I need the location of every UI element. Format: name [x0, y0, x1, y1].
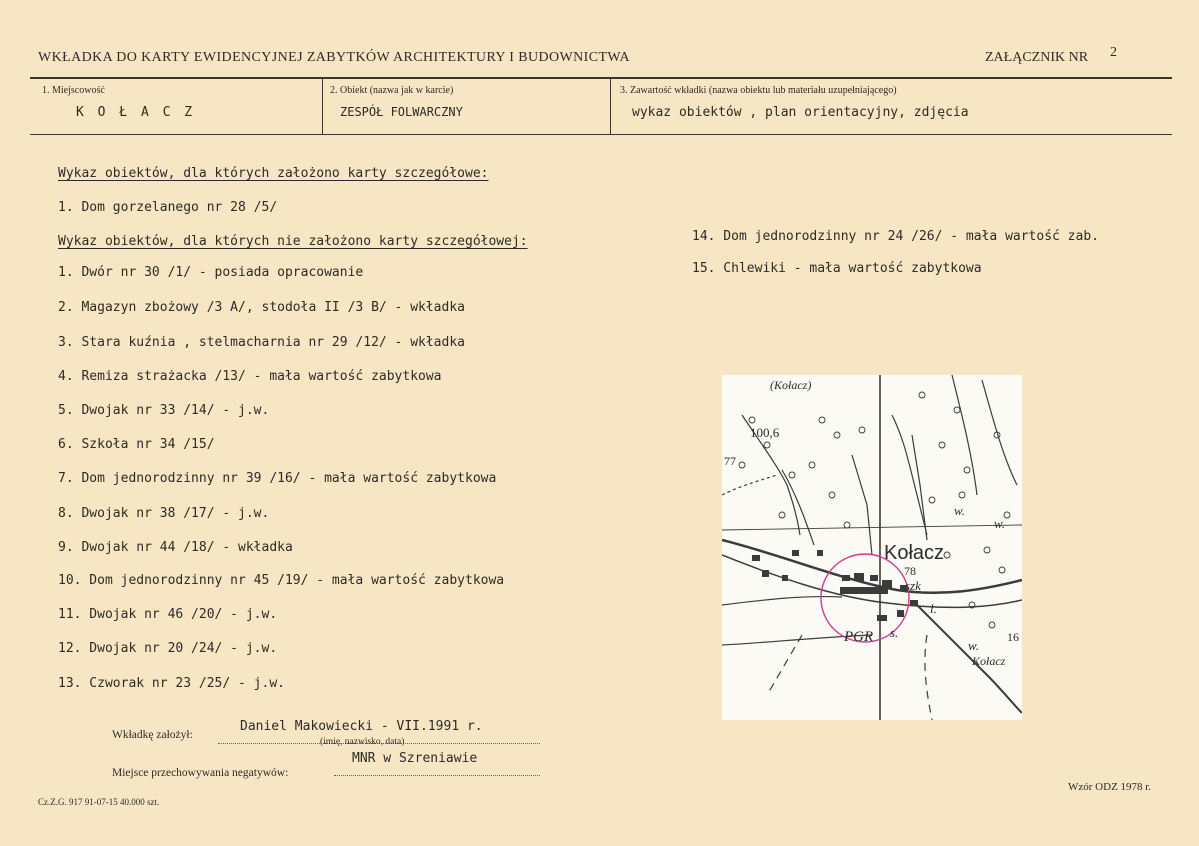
annex-label: ZAŁĄCZNIK NR	[985, 50, 1089, 65]
locality-label: 1. Miejscowość	[42, 85, 105, 96]
list-item: 1. Dwór nr 30 /1/ - posiada opracowanie	[58, 265, 364, 280]
form-model: Wzór ODZ 1978 r.	[1068, 781, 1152, 793]
map-label-w2: w.	[994, 516, 1005, 531]
map-label-77: 77	[724, 454, 736, 468]
list-item: 4. Remiza strażacka /13/ - mała wartość zabytkowa	[58, 369, 442, 384]
map-label-school: szk	[905, 578, 921, 593]
column-divider-1	[322, 78, 323, 135]
locality-value: K O Ł A C Z	[76, 105, 196, 120]
content-label: 3. Zawartość wkładki (nazwa obiektu lub materiału uzupełniającego)	[620, 85, 897, 96]
list-item: 2. Magazyn zbożowy /3 A/, stodoła II /3 B/ - wkładka	[58, 300, 465, 315]
location-map	[722, 375, 1022, 720]
list-item: 3. Stara kuźnia , stelmacharnia nr 29 /12/ - wkładka	[58, 335, 465, 350]
list-item: 12. Dwojak nr 20 /24/ - j.w.	[58, 641, 278, 656]
object-value: ZESPÓŁ FOLWARCZNY	[340, 105, 463, 119]
detailed-cards-heading: Wykaz obiektów, dla których założono karty szczegółowe:	[58, 166, 489, 181]
list-item: 9. Dwojak nr 44 /18/ - wkładka	[58, 540, 293, 555]
map-label-l: l.	[930, 601, 937, 616]
list-item: 13. Czworak nr 23 /25/ - j.w.	[58, 676, 285, 691]
map-label-village: Kołacz	[884, 542, 945, 564]
list-item: 11. Dwojak nr 46 /20/ - j.w.	[58, 607, 278, 622]
map-label-kolacz-paren: (Kołacz)	[770, 378, 812, 392]
object-label: 2. Obiekt (nazwa jak w karcie)	[330, 85, 454, 96]
list-item: 1. Dom gorzelanego nr 28 /5/	[58, 200, 278, 215]
map-label-16: 16	[1007, 630, 1019, 644]
column-divider-2	[610, 78, 611, 135]
list-item: 10. Dom jednorodzinny nr 45 /19/ - mała wartość zabytkowa	[58, 573, 505, 588]
no-cards-heading: Wykaz obiektów, dla których nie założono karty szczegółowej:	[58, 234, 528, 249]
list-item: 8. Dwojak nr 38 /17/ - j.w.	[58, 506, 270, 521]
map-drawing	[722, 375, 1022, 720]
storage-line	[334, 775, 540, 776]
table-bottom-rule	[30, 134, 1172, 135]
list-item: 5. Dwojak nr 33 /14/ - j.w.	[58, 403, 270, 418]
list-item: 14. Dom jednorodzinny nr 24 /26/ - mała wartość zab.	[692, 229, 1099, 244]
map-label-pgr: PGR	[844, 629, 874, 645]
author-label: Wkładkę założył:	[112, 729, 193, 741]
map-label-s: s.	[890, 625, 899, 640]
list-item: 7. Dom jednorodzinny nr 39 /16/ - mała wartość zabytkowa	[58, 471, 497, 486]
map-label-w1: w.	[954, 503, 965, 518]
list-item: 6. Szkoła nr 34 /15/	[58, 437, 215, 452]
author-value: Daniel Makowiecki - VII.1991 r.	[240, 719, 483, 734]
print-code: Cz.Z.G. 917 91-07-15 40.000 szt.	[38, 797, 160, 807]
storage-value: MNR w Szreniawie	[352, 751, 478, 766]
annex-number: 2	[1110, 45, 1117, 60]
form-title: WKŁADKA DO KARTY EWIDENCYJNEJ ZABYTKÓW ARCHITEKTURY I BUDOWNICTWA	[38, 50, 630, 65]
author-hint: (imię, nazwisko, data)	[320, 737, 405, 747]
list-item: 15. Chlewiki - mała wartość zabytkowa	[692, 261, 982, 276]
map-label-kolacz-road: Kołacz	[972, 654, 1006, 668]
map-label-elevation: 100,6	[750, 425, 780, 440]
storage-label: Miejsce przechowywania negatywów:	[112, 767, 289, 779]
map-label-78: 78	[904, 564, 916, 578]
map-label-w3: w.	[968, 638, 979, 653]
top-rule	[30, 77, 1172, 79]
content-value: wykaz obiektów , plan orientacyjny, zdjęcia	[632, 105, 969, 120]
